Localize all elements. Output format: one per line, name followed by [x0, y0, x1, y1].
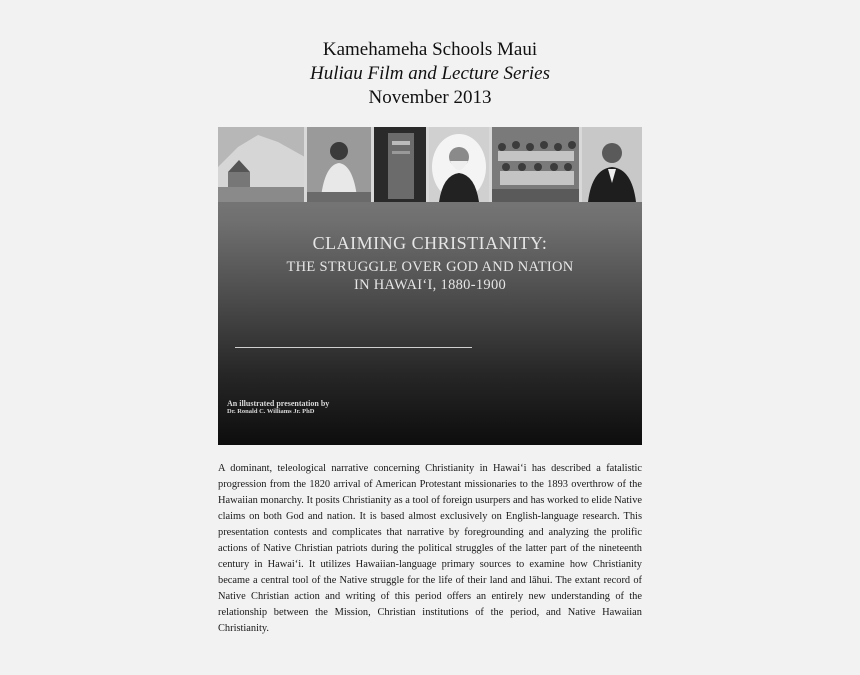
- series-name: Huliau Film and Lecture Series: [310, 63, 550, 84]
- bearded-man-portrait: [429, 127, 490, 202]
- photo-strip: [218, 127, 642, 202]
- event-date: November 2013: [368, 87, 492, 108]
- group-photo: [492, 127, 579, 202]
- slide-credit-line-1: An illustrated presentation by: [227, 399, 330, 408]
- abstract-paragraph: A dominant, teleological narrative concerning Christianity in Hawai‘i has described a fatalistic progression from the 1820 arrival of American Protestant missionaries to the 1893 overthrow of the Hawaiian monarchy. It posits Christianity as a tool of foreign usurpers and has worked to elide Native claims on both God and nation. It is based almost exclusively on English-language research. This presentation contests and complicates that narrative by foregrounding and analyzing the prolific actions of Native Christian patriots during the political struggles of the latter part of the nineteenth century in Hawai‘i. It utilizes Hawaiian-language primary sources to examine how Christianity became a central tool of the Native struggle for the life of their land and lāhui. The extant record of Native Christian action and writing of this period offers an entirely new understanding of the relationship between the Mission, Christian institutions of the period, and Native Hawaiian Christianity.: [218, 463, 642, 634]
- slide-credit-line-2: Dr. Ronald C. Williams Jr. PhD: [227, 408, 315, 415]
- slide-subtitle-line-1: THE STRUGGLE OVER GOD AND NATION: [286, 259, 574, 275]
- seated-man-photo: [307, 127, 371, 202]
- slide-divider: [235, 347, 472, 348]
- document-header: [0, 38, 860, 110]
- institution-name: Kamehameha Schools Maui: [322, 39, 538, 60]
- slide-subtitle: [218, 258, 642, 294]
- presentation-slide-image: [218, 127, 642, 445]
- slide-subtitle-line-2: IN HAWAI‘I, 1880-1900: [353, 277, 507, 293]
- man-in-suit-portrait: [582, 127, 642, 202]
- slide-title: CLAIMING CHRISTIANITY:: [312, 233, 548, 253]
- book-photo: [374, 127, 426, 202]
- church-landscape-photo: [218, 127, 304, 202]
